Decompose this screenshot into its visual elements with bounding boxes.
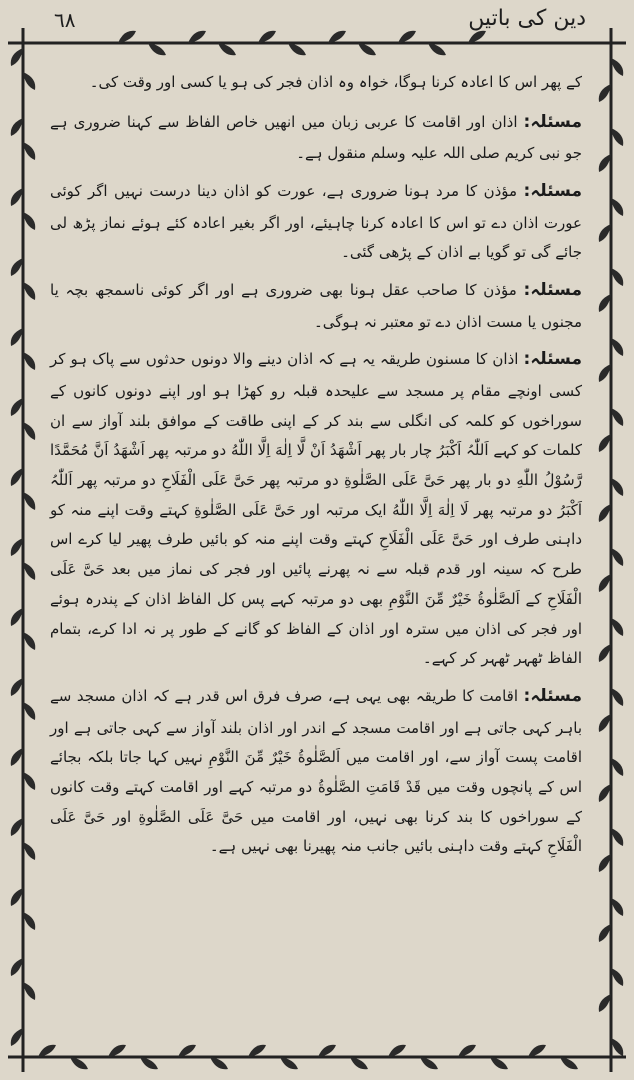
decorative-vine-border-right — [596, 28, 626, 1072]
decorative-vine-border-left — [8, 28, 38, 1072]
paragraph — [50, 106, 582, 169]
running-title: دین کی باتیں — [468, 6, 586, 31]
paragraph-text: اذان اور اقامت کا عربی زبان میں انھیں خاص الفاظ سے کہنا ضروری ہے جو نبی کریم صلی اللہ علیہ وسلم منقول ہے۔ — [50, 112, 582, 163]
paragraph — [50, 66, 582, 100]
page-number: ٦٨ — [54, 8, 76, 32]
masala-label: مسئلہ: — [523, 685, 582, 706]
paragraph — [50, 274, 582, 337]
masala-label: مسئلہ: — [523, 349, 582, 370]
masala-label: مسئلہ: — [523, 111, 582, 132]
masala-label: مسئلہ: — [523, 181, 582, 201]
paragraph-text: کے پھر اس کا اعادہ کرنا ہوگا، خواہ وہ اذان فجر کی ہو یا کسی اور وقت کی۔ — [89, 73, 582, 91]
page-body — [50, 66, 582, 1056]
paragraph-text: اقامت کا طریقہ بھی یہی ہے، صرف فرق اس قدر ہے کہ اذان مسجد سے باہر کہی جاتی ہے اور اقامت مسجد کے اندر اور اذان بلند آواز سے کہی جاتی ہے اور اقامت پست آواز سے، اور اقامت میں اَلصَّلٰوةُ خَیْرٌ مِّنَ النَّوْمِ نہیں کہا جاتا بلکہ بجائے اس کے پانچوں وقت میں قَدْ قَامَتِ الصَّلٰوةُ دو مرتبہ کہے اور اقامت کہتے وقت کانوں کے سوراخوں کا بند کرنا بھی نہیں، اور اقامت میں حَیَّ عَلَی الصَّلٰوةِ اور حَیَّ عَلَی الْفَلَاحِ کہتے وقت داہنی بائیں جانب منہ پھیرنا بھی نہیں ہے۔ — [50, 686, 582, 856]
paragraph — [50, 343, 582, 674]
paragraph-text: مؤذن کا صاحب عقل ہونا بھی ضروری ہے اور اگر کوئی ناسمجھ بچہ یا مجنوں یا مست اذان دے تو معتبر نہ ہوگی۔ — [50, 281, 582, 331]
paragraph — [50, 680, 582, 862]
paragraph — [50, 175, 582, 268]
masala-label: مسئلہ: — [523, 280, 582, 301]
paragraph-text: اذان کا مسنون طریقہ یہ ہے کہ اذان دینے والا دونوں حدثوں سے پاک ہو کر کسی اونچے مقام پر مسجد سے علیحدہ قبلہ رو کھڑا ہو اور اپنے دونوں کانوں کے سوراخوں کو کلمہ کی انگلی سے بند کر کے اپنی طاقت کے موافق بلند آواز سے ان کلمات کو کہے اَللّٰہُ اَکْبَرُ چار بار پھر اَشْهَدُ اَنْ لَّا اِلٰهَ اِلَّا اللّٰهُ دو مرتبہ پھر اَشْهَدُ اَنَّ مُحَمَّدًا رَّسُوْلُ اللّٰهِ دو بار پھر حَیَّ عَلَی الصَّلٰوةِ دو مرتبہ پھر حَیَّ عَلَی الْفَلَاحِ دو مرتبہ پھر اَللّٰہُ اَکْبَرُ دو مرتبہ پھر لَا اِلٰهَ اِلَّا اللّٰهُ ایک مرتبہ اور حَیَّ عَلَی الصَّلٰوةِ کہتے وقت اپنے منہ کو داہنی طرف اور حَیَّ عَلَی الْفَلَاحِ کہتے وقت اپنے منہ کو بائیں طرف پھیر لیا کرے اس طرح کہ سینہ اور قدم قبلہ سے نہ پھرنے پائیں اور فجر کی نماز میں بعد حَیَّ عَلَی الْفَلَاحِ کے اَلصَّلٰوةُ خَیْرٌ مِّنَ النَّوْمِ بھی دو مرتبہ کہے پس کل الفاظ اذان کے پندرہ ہوئے اور فجر کی اذان میں سترہ اور اذان کے الفاظ کو گانے کے طور پر نہ ادا کرے، بتمام الفاظ ٹھہر ٹھہر کر کہے۔ — [50, 350, 582, 668]
page-header — [0, 2, 634, 36]
paragraph-text: مؤذن کا مرد ہونا ضروری ہے، عورت کو اذان دینا درست نہیں اگر کوئی عورت اذان دے تو اس کا اعادہ کرنا چاہیئے، اور اگر بغیر اعادہ کئے ہوئے نماز پڑھ لی جائے گی تو گویا بے اذان کے پڑھی گئی۔ — [50, 182, 582, 262]
